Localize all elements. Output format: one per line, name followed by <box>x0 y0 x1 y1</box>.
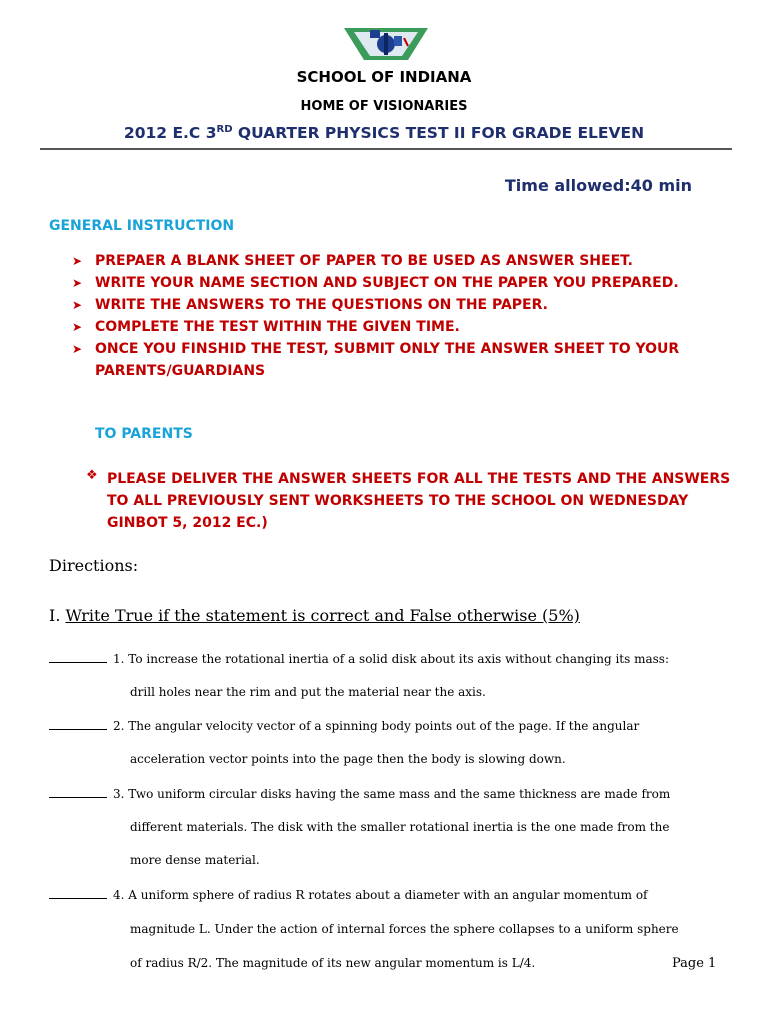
title-divider <box>40 148 732 150</box>
arrow-bullet-icon: ➤ <box>72 342 83 356</box>
instruction-text: WRITE YOUR NAME SECTION AND SUBJECT ON THE PAPER YOU PREPARED. <box>95 275 679 291</box>
answer-blank <box>49 651 107 663</box>
diamond-bullet-icon: ❖ <box>86 468 98 483</box>
school-name: SCHOOL OF INDIANA <box>296 68 472 86</box>
instruction-text: COMPLETE THE TEST WITHIN THE GIVEN TIME. <box>95 319 460 335</box>
question-line: acceleration vector points into the page then the body is slowing down. <box>130 752 566 766</box>
parents-notice-text: PLEASE DELIVER THE ANSWER SHEETS FOR ALL THE TESTS AND THE ANSWERS TO ALL PREVIOUSLY SENT WORKSHEETS TO THE SCHOOL ON WEDNESDAY GINBOT 5, 2012 EC.) <box>107 471 731 531</box>
arrow-bullet-icon: ➤ <box>72 254 83 268</box>
instruction-text: PREPAER A BLANK SHEET OF PAPER TO BE USED AS ANSWER SHEET. <box>95 253 633 269</box>
test-title-part: QUARTER PHYSICS TEST II FOR GRADE ELEVEN <box>232 124 645 142</box>
question-line: more dense material. <box>130 853 260 867</box>
instruction-item <box>72 338 732 382</box>
parents-notice <box>86 468 736 534</box>
instruction-item <box>72 316 732 338</box>
question-line: 4. A uniform sphere of radius R rotates about a diameter with an angular momentum of <box>113 888 648 902</box>
question-line: different materials. The disk with the smaller rotational inertia is the one made from the <box>130 820 670 834</box>
test-title <box>0 124 768 142</box>
instruction-text: ONCE YOU FINSHID THE TEST, SUBMIT ONLY THE ANSWER SHEET TO YOUR PARENTS/GUARDIANS <box>95 341 680 379</box>
section-title <box>49 606 580 625</box>
instruction-list <box>72 250 732 382</box>
section-title-text: Write True if the statement is correct and False otherwise (5%) <box>65 606 580 625</box>
page-number: Page 1 <box>672 956 717 971</box>
instruction-item <box>72 250 732 272</box>
directions-label: Directions: <box>49 556 139 575</box>
time-allowed: Time allowed:40 min <box>504 176 692 195</box>
general-instruction-heading: GENERAL INSTRUCTION <box>49 218 235 234</box>
instruction-item <box>72 294 732 316</box>
question-line: 1. To increase the rotational inertia of a solid disk about its axis without changing its mass: <box>113 652 669 666</box>
instruction-item <box>72 272 732 294</box>
answer-blank <box>49 786 107 798</box>
question-line: of radius R/2. The magnitude of its new angular momentum is L/4. <box>130 956 536 970</box>
answer-blank <box>49 887 107 899</box>
question-line: drill holes near the rim and put the material near the axis. <box>130 685 486 699</box>
school-logo <box>340 24 432 64</box>
test-title-superscript: RD <box>216 124 233 135</box>
arrow-bullet-icon: ➤ <box>72 320 83 334</box>
test-title-part: 2012 E.C 3 <box>123 124 217 142</box>
arrow-bullet-icon: ➤ <box>72 276 83 290</box>
arrow-bullet-icon: ➤ <box>72 298 83 312</box>
answer-blank <box>49 718 107 730</box>
to-parents-heading: TO PARENTS <box>95 426 193 442</box>
question-line: magnitude L. Under the action of internal forces the sphere collapses to a uniform sphere <box>130 922 679 936</box>
school-motto: HOME OF VISIONARIES <box>300 99 468 114</box>
instruction-text: WRITE THE ANSWERS TO THE QUESTIONS ON THE PAPER. <box>95 297 548 313</box>
section-number: I. <box>49 606 61 625</box>
question-line: 3. Two uniform circular disks having the same mass and the same thickness are made from <box>113 787 671 801</box>
question-line: 2. The angular velocity vector of a spinning body points out of the page. If the angular <box>113 719 640 733</box>
